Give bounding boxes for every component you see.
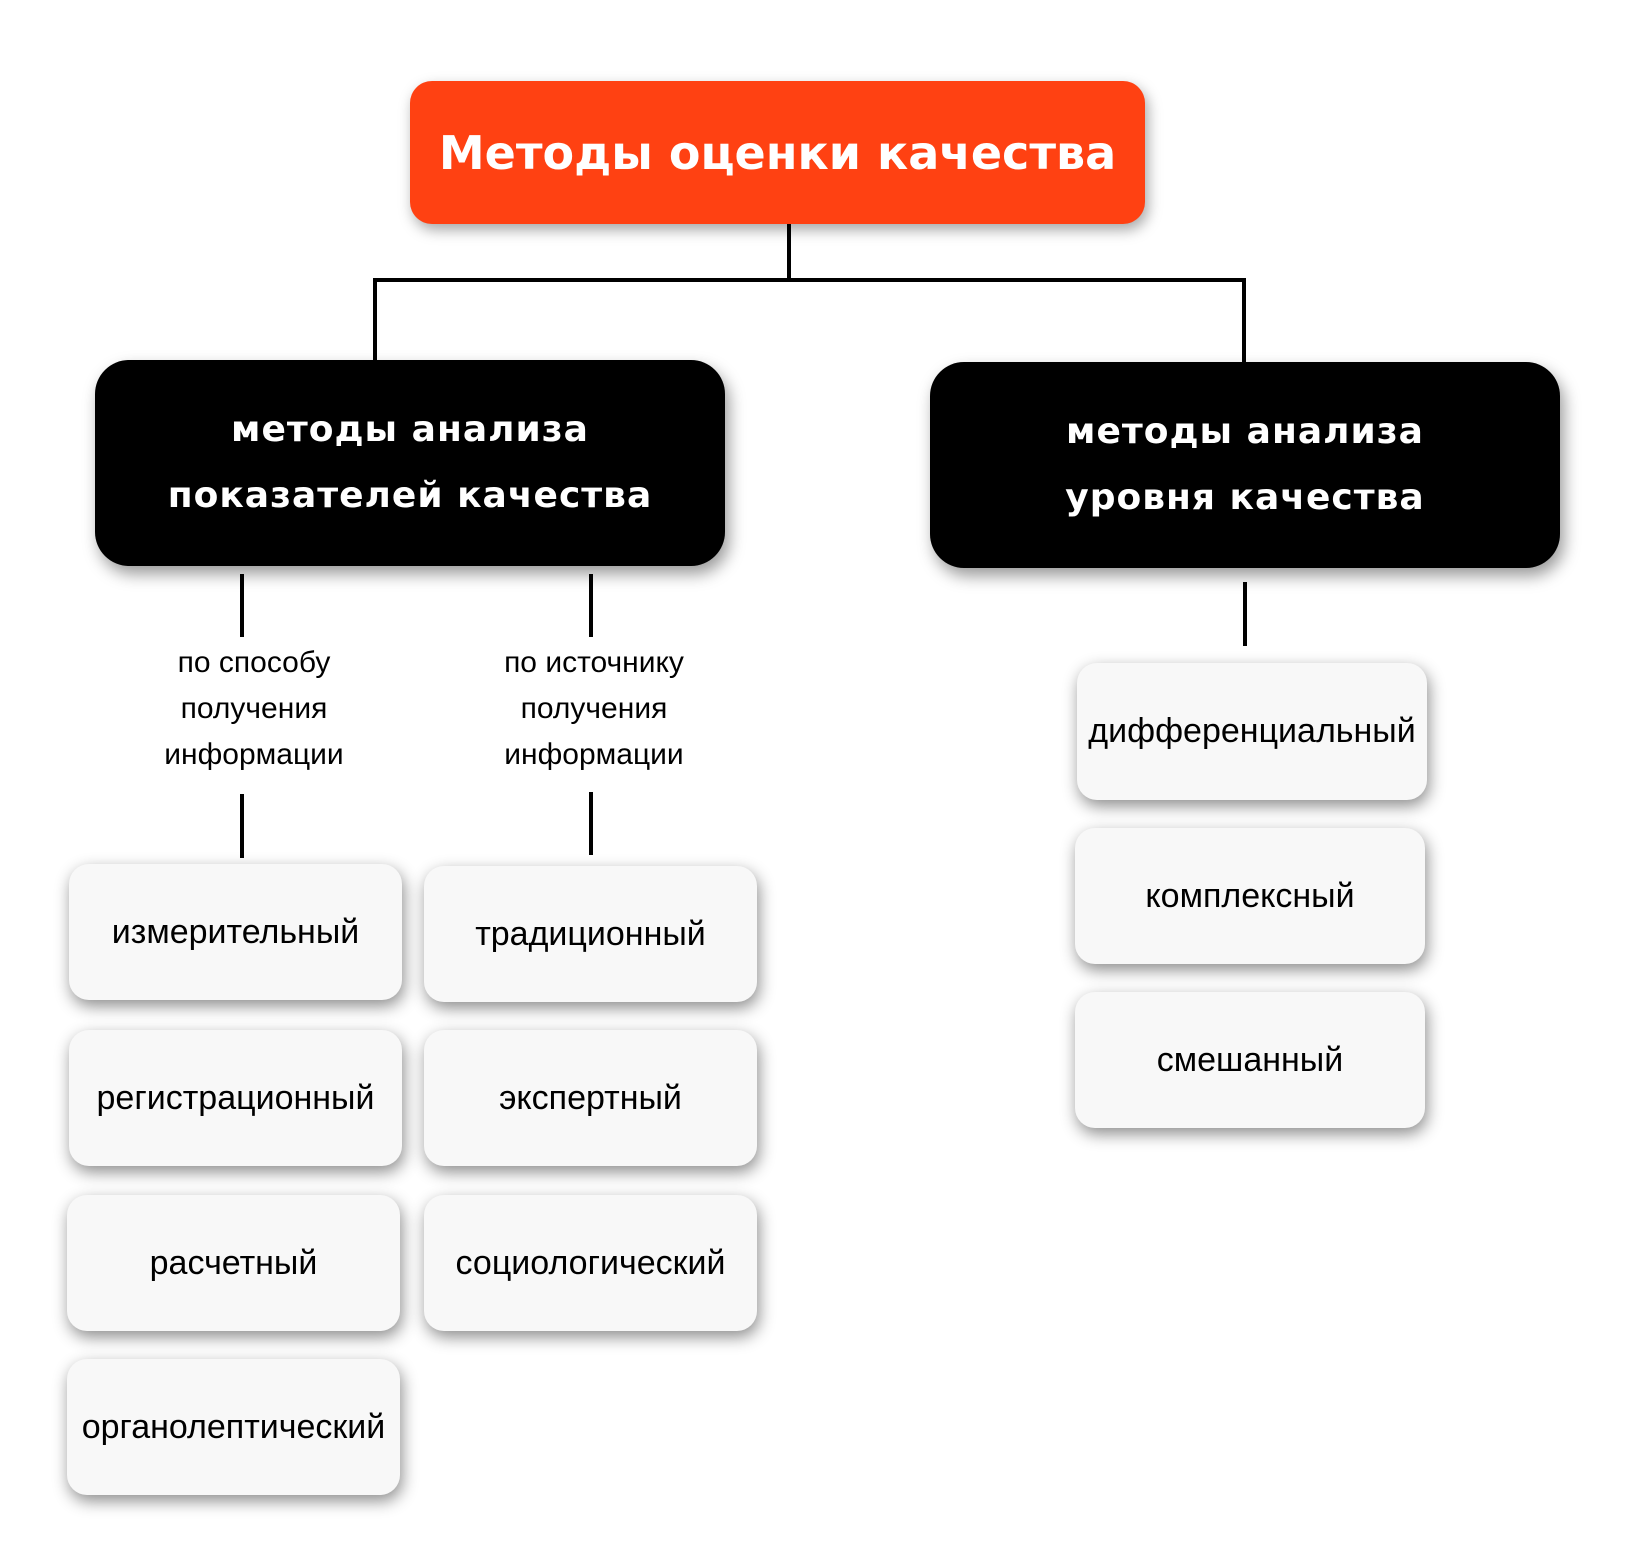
method-measuring <box>69 864 402 1000</box>
method-expert-label: экспертный <box>499 1078 682 1117</box>
method-differential-label: дифференциальный <box>1088 712 1416 750</box>
method-mixed-label: смешанный <box>1156 1040 1344 1079</box>
method-registration <box>69 1030 402 1166</box>
method-complex-label: комплексный <box>1145 876 1355 915</box>
category-indicator-analysis-label: методы анализа показателей качества <box>167 409 653 516</box>
method-measuring-label: измерительный <box>111 912 360 951</box>
category-indicator-analysis <box>95 360 725 566</box>
method-traditional-label: традиционный <box>475 914 706 953</box>
method-registration-label: регистрационный <box>96 1078 375 1117</box>
method-differential <box>1077 663 1427 800</box>
method-sociological <box>424 1195 757 1331</box>
criterion-by-source: по источнику получения информации <box>504 646 684 771</box>
category-level-analysis <box>930 362 1560 568</box>
method-complex <box>1075 828 1425 964</box>
method-organoleptic-label: органолептический <box>81 1407 386 1446</box>
method-traditional <box>424 866 757 1002</box>
method-organoleptic <box>67 1359 400 1495</box>
method-calculation <box>67 1195 400 1331</box>
root-node <box>410 81 1145 224</box>
method-mixed <box>1075 992 1425 1128</box>
method-sociological-label: социологический <box>455 1243 726 1282</box>
root-title: Методы оценки качества <box>438 125 1117 180</box>
criterion-by-method: по способу получения информации <box>164 646 344 771</box>
method-calculation-label: расчетный <box>149 1243 318 1282</box>
method-expert <box>424 1030 757 1166</box>
category-level-analysis-label: методы анализа уровня качества <box>1065 411 1425 518</box>
